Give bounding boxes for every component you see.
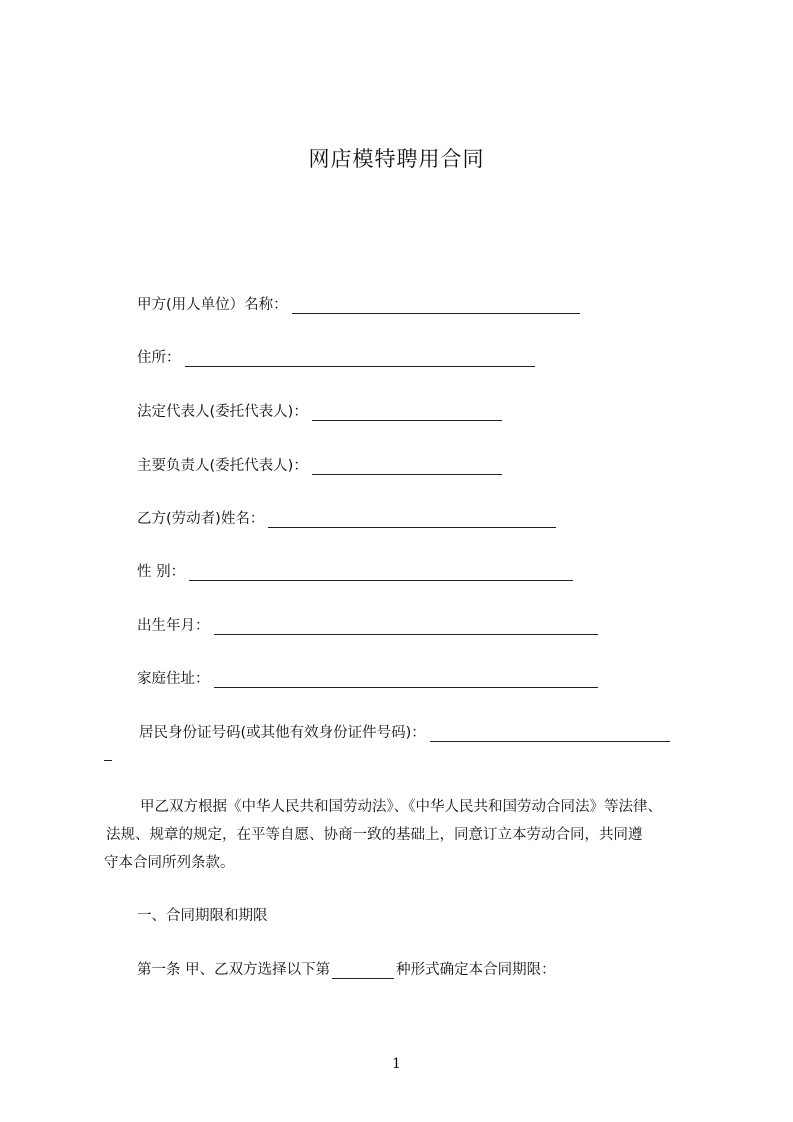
paragraph-line: 甲乙双方根据《中华人民共和国劳动法》、《中华人民共和国劳动合同法》等法律、: [140, 799, 662, 815]
field-principal: [137, 454, 502, 475]
page-number: 1: [392, 1056, 401, 1072]
fill-in-line[interactable]: [312, 406, 502, 421]
fill-in-line[interactable]: [430, 727, 670, 742]
field-birth-date: [137, 614, 598, 635]
fill-in-line[interactable]: [214, 673, 598, 688]
field-employer-address: [137, 346, 535, 367]
article-1: [137, 958, 556, 979]
fill-in-blank[interactable]: [332, 964, 394, 979]
field-label: 居民身份证号码(或其他有效身份证件号码)：: [139, 725, 426, 741]
field-employee-name: [137, 507, 556, 528]
field-label: 法定代表人(委托代表人)：: [137, 404, 308, 420]
field-home-address: [137, 667, 598, 688]
fill-in-line-continuation: [104, 760, 112, 761]
document-title: 网店模特聘用合同: [308, 147, 485, 171]
field-label: 性 别：: [137, 564, 186, 580]
paragraph-line: 法规、规章的规定，在平等自愿、协商一致的基础上，同意订立本劳动合同，共同遵: [106, 827, 643, 843]
field-label: 出生年月：: [137, 618, 210, 634]
section-heading: 一、合同期限和期限: [137, 908, 268, 924]
fill-in-line[interactable]: [312, 460, 502, 475]
fill-in-line[interactable]: [268, 513, 556, 528]
fill-in-line[interactable]: [189, 566, 573, 581]
field-label: 住所：: [137, 350, 181, 366]
field-employer-name: [137, 293, 580, 314]
fill-in-line[interactable]: [214, 620, 598, 635]
field-label: 家庭住址：: [137, 671, 210, 687]
field-label: 乙方(劳动者)姓名：: [137, 511, 265, 527]
article-text-after: 种形式确定本合同期限：: [396, 962, 556, 978]
paragraph-line: 守本合同所列条款。: [104, 855, 235, 871]
fill-in-line[interactable]: [292, 299, 580, 314]
article-text-before: 第一条 甲、乙双方选择以下第: [137, 962, 331, 978]
fill-in-line[interactable]: [185, 352, 535, 367]
field-label: 主要负责人(委托代表人)：: [137, 458, 308, 474]
field-id-number: [139, 721, 670, 742]
field-gender: [137, 560, 573, 581]
field-label: 甲方(用人单位）名称：: [137, 297, 288, 313]
preamble-paragraph: [104, 793, 714, 877]
field-legal-representative: [137, 400, 502, 421]
